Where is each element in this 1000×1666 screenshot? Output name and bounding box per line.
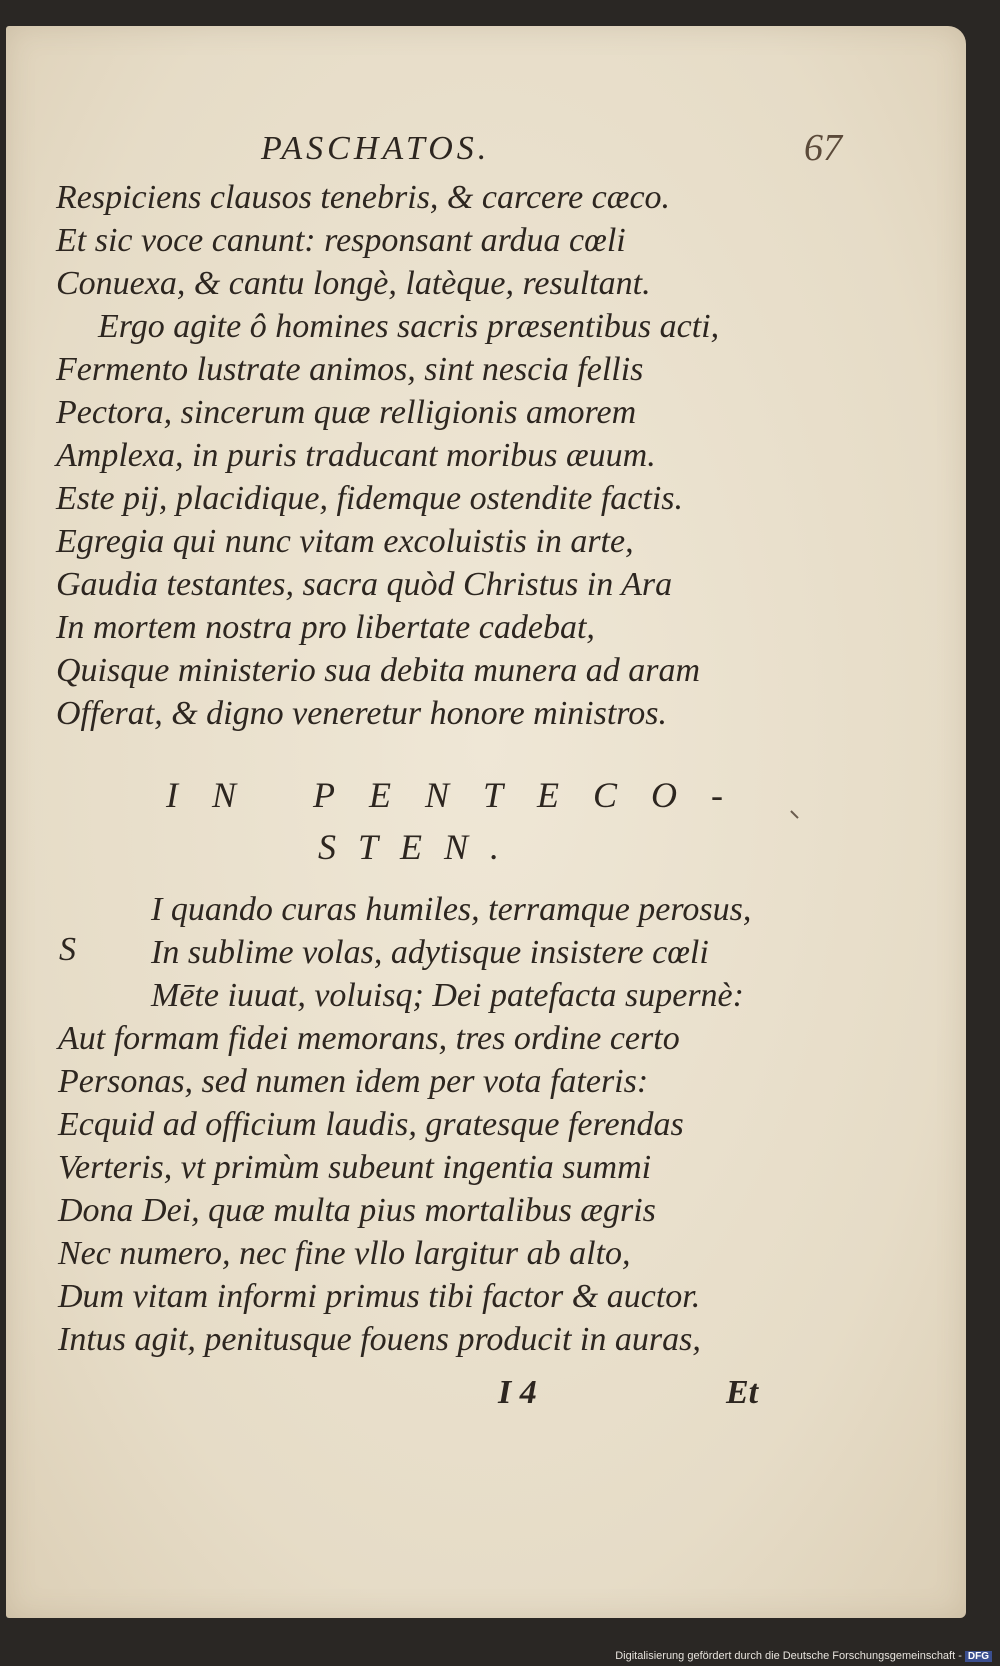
text-block-pentecost	[58, 1017, 701, 1361]
text-line: Offerat, & digno veneretur honore ministros.	[56, 695, 668, 732]
text-line: Fermento lustrate animos, sint nescia fellis	[56, 351, 644, 388]
text-line: Verteris, vt primùm subeunt ingentia summi	[58, 1149, 652, 1186]
text-line: Dona Dei, quæ multa pius mortalibus ægris	[58, 1192, 656, 1229]
text-line: Nec numero, nec fine vllo largitur ab alto,	[58, 1235, 631, 1272]
text-line: Ecquid ad officium laudis, gratesque ferendas	[58, 1106, 684, 1143]
running-head: PASCHATOS.	[261, 130, 491, 167]
book-page	[6, 26, 966, 1618]
margin-mark-icon	[790, 803, 806, 819]
text-line: Amplexa, in puris traducant moribus æuum.	[56, 437, 656, 474]
text-line: Personas, sed numen idem per vota fateris:	[58, 1063, 649, 1100]
dfg-logo: DFG	[965, 1651, 992, 1662]
text-line: Respiciens clausos tenebris, & carcere cæco.	[56, 179, 671, 216]
text-block-pentecost-opening	[151, 888, 751, 1017]
page-number: 67	[804, 127, 842, 169]
text-line: I quando curas humiles, terramque perosus,	[151, 891, 752, 928]
section-heading-line1: IN PENTECO-	[166, 775, 758, 815]
text-line: Dum vitam informi primus tibi factor & auctor.	[58, 1278, 701, 1315]
text-line: In sublime volas, adytisque insistere cœli	[151, 934, 709, 971]
text-line: Conuexa, & cantu longè, latèque, resultant.	[56, 265, 651, 302]
text-line: Este pij, placidique, fidemque ostendite factis.	[56, 480, 683, 517]
text-line: Pectora, sincerum quæ relligionis amorem	[56, 394, 637, 431]
digitization-credit	[615, 1650, 992, 1662]
signature-mark: I 4	[498, 1374, 537, 1411]
text-line: Ergo agite ô homines sacris præsentibus acti,	[98, 308, 720, 345]
catchword: Et	[726, 1374, 759, 1411]
text-line: Et sic voce canunt: responsant ardua cœli	[56, 222, 626, 259]
text-line: In mortem nostra pro libertate cadebat,	[56, 609, 595, 646]
text-line: Quisque ministerio sua debita munera ad aram	[56, 652, 701, 689]
section-heading-line2: STEN.	[318, 827, 522, 867]
text-line: Aut formam fidei memorans, tres ordine certo	[58, 1020, 680, 1057]
text-line: Gaudia testantes, sacra quòd Christus in Ara	[56, 566, 673, 603]
text-block-paschatos	[56, 176, 719, 735]
text-line: Egregia qui nunc vitam excoluistis in arte,	[56, 523, 634, 560]
drop-letter: S	[59, 931, 76, 968]
text-line: Intus agit, penitusque fouens producit in auras,	[58, 1321, 701, 1358]
credit-text: Digitalisierung gefördert durch die Deutsche Forschungsgemeinschaft -	[615, 1650, 962, 1662]
text-line: Mēte iuuat, voluisq; Dei patefacta supernè:	[151, 977, 744, 1014]
